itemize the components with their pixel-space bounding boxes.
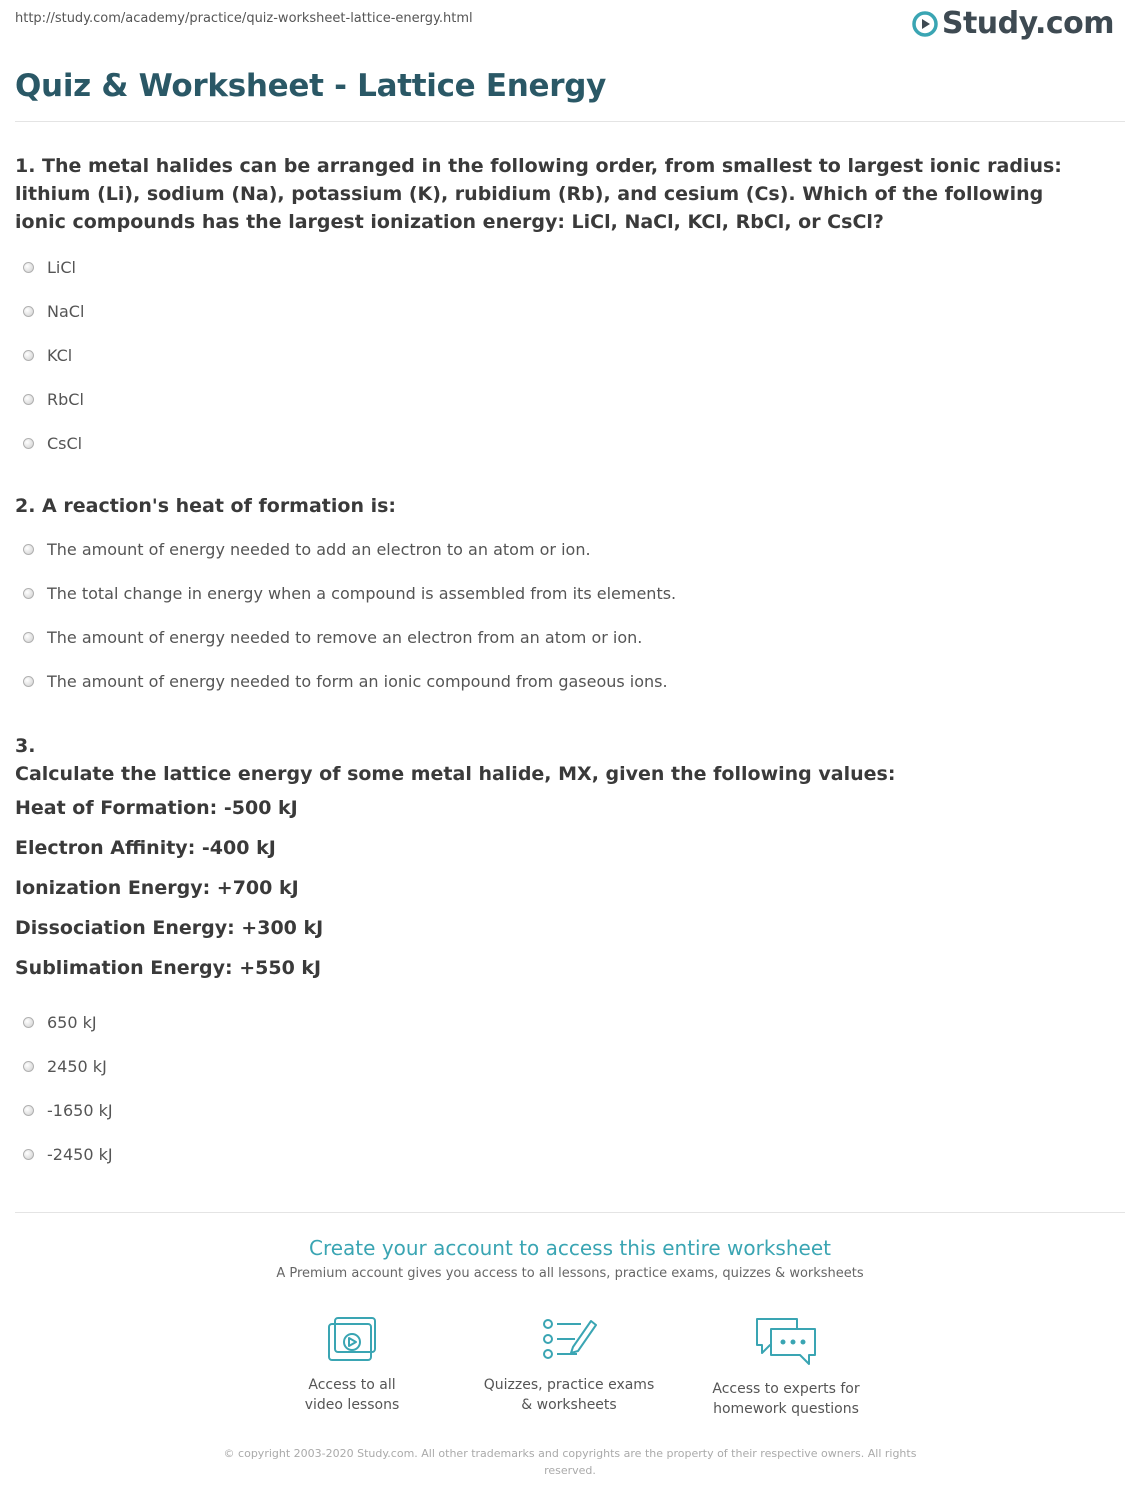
feature-experts bbox=[686, 1315, 886, 1419]
logo-text: Study.com bbox=[941, 6, 1114, 41]
option-label: KCl bbox=[47, 345, 73, 365]
study-logo[interactable] bbox=[912, 6, 1114, 41]
given-value: Dissociation Energy: +300 kJ bbox=[15, 917, 324, 939]
option-label: RbCl bbox=[47, 389, 84, 409]
cta-divider bbox=[15, 1212, 1125, 1213]
question-3-options bbox=[15, 1000, 1100, 1176]
question-3-text: Calculate the lattice energy of some metal halide, MX, given the following values: bbox=[15, 763, 896, 785]
feature-label: Access to experts for homework questions bbox=[712, 1381, 860, 1417]
answer-option[interactable] bbox=[15, 421, 1100, 465]
page-url: http://study.com/academy/practice/quiz-worksheet-lattice-energy.html bbox=[15, 11, 473, 26]
answer-option[interactable] bbox=[15, 527, 1100, 571]
radio-button[interactable] bbox=[23, 1105, 34, 1116]
radio-button[interactable] bbox=[23, 588, 34, 599]
feature-label: Access to all video lessons bbox=[304, 1377, 400, 1413]
question-1-text: 1. The metal halides can be arranged in the following order, from smallest to largest ionic radius: lithium (Li), sodium (Na), potassium (K), rubidium (Rb), and cesium (Cs). Which of the following ionic compounds has the largest ionization energy: LiCl, NaCl, KCl, RbCl, or CsCl? bbox=[15, 155, 1062, 233]
radio-button[interactable] bbox=[23, 350, 34, 361]
radio-button[interactable] bbox=[23, 544, 34, 555]
radio-button[interactable] bbox=[23, 1061, 34, 1072]
feature-video-lessons bbox=[252, 1315, 452, 1415]
radio-button[interactable] bbox=[23, 306, 34, 317]
radio-button[interactable] bbox=[23, 1149, 34, 1160]
question-2-text: 2. A reaction's heat of formation is: bbox=[15, 495, 397, 517]
option-label: -2450 kJ bbox=[47, 1144, 113, 1164]
answer-option[interactable] bbox=[15, 1132, 1100, 1176]
radio-button[interactable] bbox=[23, 632, 34, 643]
answer-option[interactable] bbox=[15, 333, 1100, 377]
answer-option[interactable] bbox=[15, 377, 1100, 421]
header-divider bbox=[15, 121, 1125, 122]
option-label: -1650 kJ bbox=[47, 1100, 113, 1120]
option-label: The amount of energy needed to remove an electron from an atom or ion. bbox=[47, 627, 643, 647]
option-label: CsCl bbox=[47, 433, 83, 453]
answer-option[interactable] bbox=[15, 571, 1100, 615]
answer-option[interactable] bbox=[15, 289, 1100, 333]
answer-option[interactable] bbox=[15, 1000, 1100, 1044]
question-1 bbox=[15, 152, 1100, 465]
option-label: The amount of energy needed to form an ionic compound from gaseous ions. bbox=[47, 671, 668, 691]
radio-button[interactable] bbox=[23, 394, 34, 405]
radio-button[interactable] bbox=[23, 676, 34, 687]
radio-button[interactable] bbox=[23, 1017, 34, 1028]
option-label: 2450 kJ bbox=[47, 1056, 107, 1076]
answer-option[interactable] bbox=[15, 659, 1100, 703]
video-lessons-icon bbox=[326, 1315, 378, 1363]
given-value: Electron Affinity: -400 kJ bbox=[15, 837, 276, 859]
option-label: The total change in energy when a compound is assembled from its elements. bbox=[47, 583, 677, 603]
question-2-options bbox=[15, 527, 1100, 703]
option-label: The amount of energy needed to add an electron to an atom or ion. bbox=[47, 539, 591, 559]
question-3 bbox=[15, 732, 1100, 1176]
answer-option[interactable] bbox=[15, 245, 1100, 289]
question-2 bbox=[15, 492, 1100, 703]
radio-button[interactable] bbox=[23, 262, 34, 273]
feature-label: Quizzes, practice exams & worksheets bbox=[483, 1377, 655, 1413]
option-label: NaCl bbox=[47, 301, 85, 321]
cta-subtitle: A Premium account gives you access to all lessons, practice exams, quizzes & worksheets bbox=[276, 1266, 864, 1281]
play-circle-icon bbox=[912, 11, 938, 37]
experts-chat-icon bbox=[754, 1315, 818, 1367]
question-1-options bbox=[15, 245, 1100, 465]
quizzes-icon bbox=[541, 1315, 597, 1363]
option-label: LiCl bbox=[47, 257, 76, 277]
copyright: © copyright 2003-2020 Study.com. All other trademarks and copyrights are the property of their respective owners. All rights reserved. bbox=[223, 1447, 917, 1477]
given-value: Heat of Formation: -500 kJ bbox=[15, 797, 298, 819]
answer-option[interactable] bbox=[15, 615, 1100, 659]
radio-button[interactable] bbox=[23, 438, 34, 449]
answer-option[interactable] bbox=[15, 1044, 1100, 1088]
question-3-number: 3. bbox=[15, 735, 36, 757]
create-account-link[interactable]: Create your account to access this entire worksheet bbox=[309, 1236, 831, 1260]
answer-option[interactable] bbox=[15, 1088, 1100, 1132]
given-value: Ionization Energy: +700 kJ bbox=[15, 877, 299, 899]
feature-quizzes bbox=[469, 1315, 669, 1415]
page-title: Quiz & Worksheet - Lattice Energy bbox=[15, 68, 607, 104]
given-value: Sublimation Energy: +550 kJ bbox=[15, 957, 322, 979]
option-label: 650 kJ bbox=[47, 1012, 97, 1032]
